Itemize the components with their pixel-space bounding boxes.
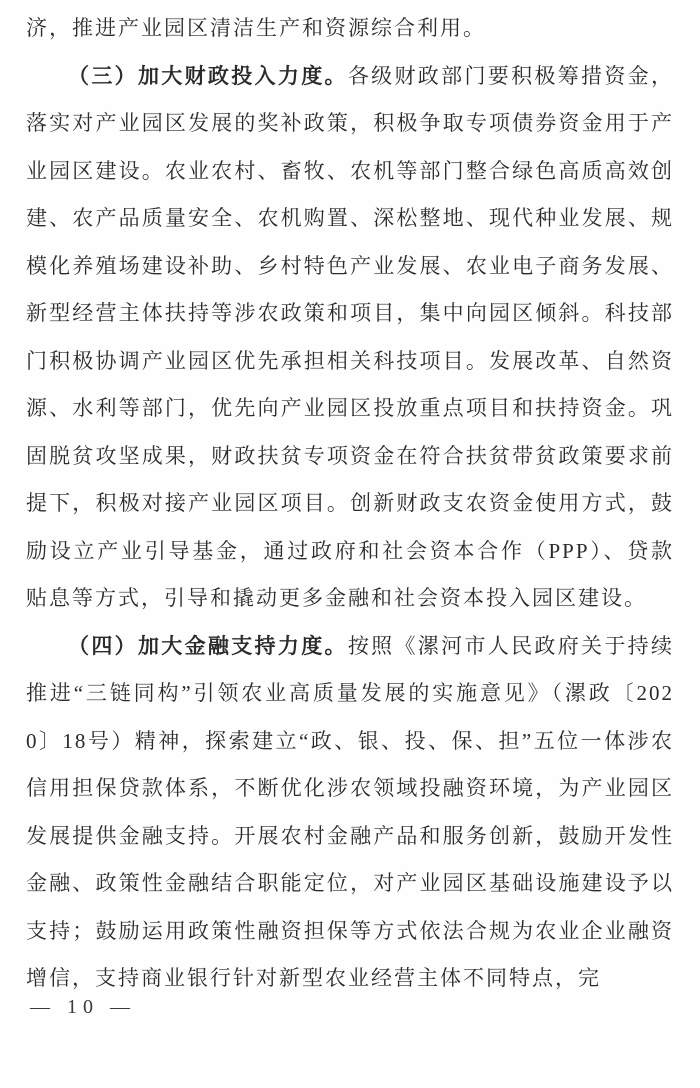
paragraph-text: 按照《漯河市人民政府关于持续推进“三链同构”引领农业高质量发展的实施意见》（漯政〔2020〕18号）精神，探索建立“政、银、投、保、担”五位一体涉农信用担保贷款体系，不断优化涉农领域投融资环境，为产业园区发展提供金融支持。开展农村金融产品和服务创新，鼓励开发性金融、政策性金融结合职能定位，对产业园区基础设施建设予以支持；鼓励运用政策性融资担保等方式依法合规为农业企业融资增信，支持商业银行针对新型农业经营主体不同特点，完	[26, 633, 675, 990]
page-number: — 10 —	[30, 996, 136, 1018]
paragraph-text: 各级财政部门要积极筹措资金，落实对产业园区发展的奖补政策，积极争取专项债券资金用于产业园区建设。农业农村、畜牧、农机等部门整合绿色高质高效创建、农产品质量安全、农机购置、深松整地、现代种业发展、规模化养殖场建设补助、乡村特色产业发展、农业电子商务发展、新型经营主体扶持等涉农政策和项目，集中向园区倾斜。科技部门积极协调产业园区优先承担相关科技项目。发展改革、自然资源、水利等部门，优先向产业园区投放重点项目和扶持资金。巩固脱贫攻坚成果，财政扶贫专项资金在符合扶贫带贫政策要求前提下，积极对接产业园区项目。创新财政支农资金使用方式，鼓励设立产业引导基金，通过政府和社会资本合作（PPP）、贷款贴息等方式，引导和撬动更多金融和社会资本投入园区建设。	[26, 63, 675, 610]
section-heading: （四）加大金融支持力度。	[68, 633, 348, 658]
paragraph-section-4	[26, 623, 674, 1003]
paragraph-text: 济，推进产业园区清洁生产和资源综合利用。	[26, 16, 486, 40]
page-footer	[30, 996, 136, 1019]
paragraph-continuation	[26, 5, 674, 53]
section-heading: （三）加大财政投入力度。	[68, 63, 348, 88]
paragraph-section-3	[26, 53, 674, 623]
